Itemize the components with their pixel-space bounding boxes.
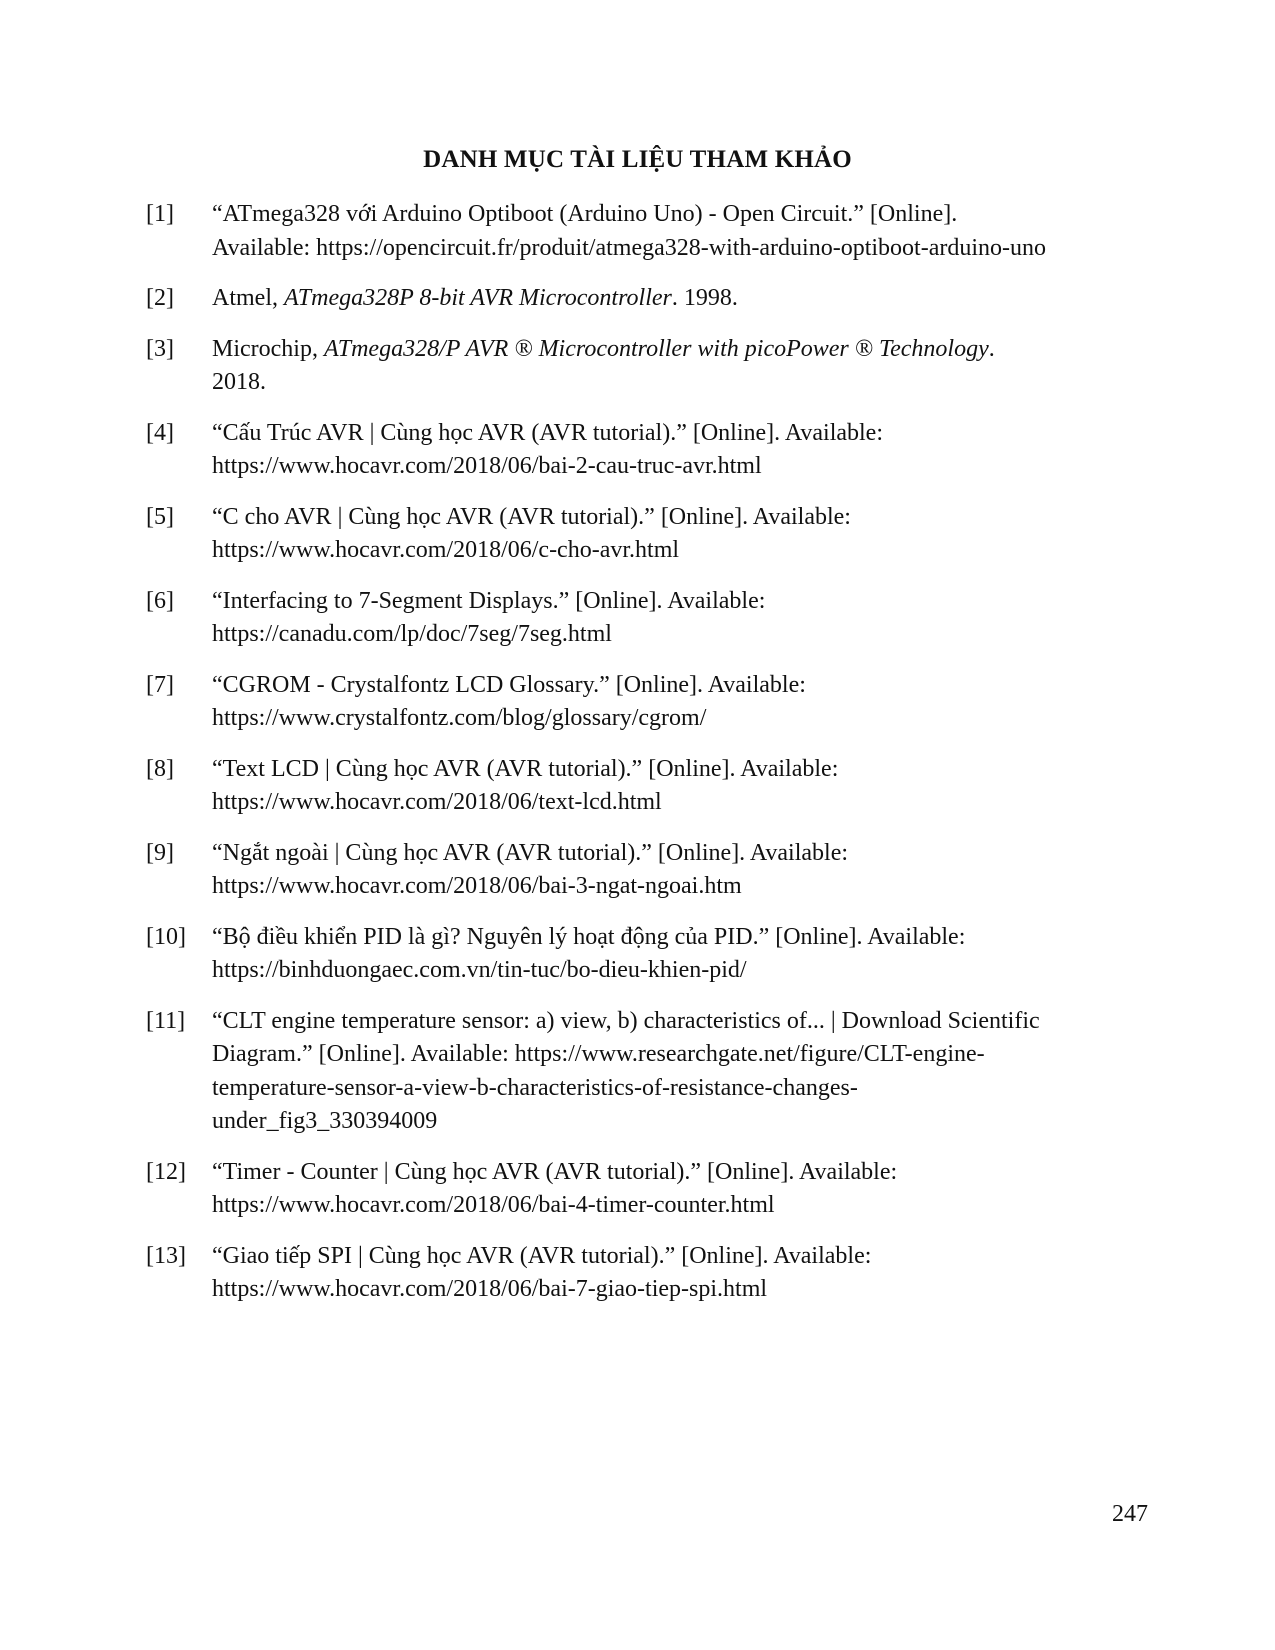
reference-item-2 — [146, 282, 1166, 316]
reference-number: [2] — [146, 285, 174, 311]
reference-link[interactable]: https://www.hocavr.com/2018/06/bai-7-giao-tiep-spi.html — [212, 1276, 768, 1302]
reference-link[interactable]: https://www.hocavr.com/2018/06/text-lcd.html — [212, 789, 662, 815]
reference-text — [212, 837, 1166, 904]
reference-text — [212, 1005, 1166, 1139]
page-number: 247 — [1112, 1501, 1148, 1527]
reference-item-6 — [146, 585, 1166, 652]
reference-item-8 — [146, 753, 1166, 820]
reference-link[interactable]: https://www.hocavr.com/2018/06/bai-4-timer-counter.html — [212, 1192, 775, 1218]
reference-number: [1] — [146, 201, 174, 227]
reference-line: “Interfacing to 7-Segment Displays.” [Online]. Available: — [212, 587, 766, 614]
reference-text — [212, 282, 1166, 316]
reference-link[interactable]: https://www.hocavr.com/2018/06/bai-3-ngat-ngoai.htm — [212, 873, 742, 899]
reference-year: 2018. — [212, 369, 266, 395]
reference-year: . 1998. — [671, 285, 738, 311]
reference-line: “Giao tiếp SPI | Cùng học AVR (AVR tutorial).” [Online]. Available: — [212, 1242, 872, 1269]
reference-text — [212, 198, 1166, 265]
reference-line: “Ngắt ngoài | Cùng học AVR (AVR tutorial).” [Online]. Available: — [212, 839, 849, 866]
reference-link[interactable]: temperature-sensor-a-view-b-characteristics-of-resistance-changes- — [212, 1074, 858, 1101]
reference-item-4 — [146, 417, 1166, 484]
reference-number: [6] — [146, 587, 174, 614]
reference-line: Diagram.” [Online]. Available: https://www.researchgate.net/figure/CLT-engine- — [212, 1041, 985, 1067]
reference-text — [212, 585, 1166, 652]
reference-line: “Text LCD | Cùng học AVR (AVR tutorial).” [Online]. Available: — [212, 755, 839, 782]
reference-text — [212, 669, 1166, 736]
reference-line — [212, 282, 1166, 316]
reference-line: “Bộ điều khiển PID là gì? Nguyên lý hoạt động của PID.” [Online]. Available: — [212, 923, 966, 950]
reference-list — [146, 198, 1166, 1324]
reference-number: [11] — [146, 1007, 186, 1034]
reference-text — [212, 753, 1166, 820]
reference-link[interactable]: https://canadu.com/lp/doc/7seg/7seg.html — [212, 621, 612, 647]
reference-link[interactable]: https://www.hocavr.com/2018/06/c-cho-avr.html — [212, 537, 680, 563]
reference-text — [212, 501, 1166, 568]
reference-number: [4] — [146, 419, 174, 446]
reference-line: “CGROM - Crystalfontz LCD Glossary.” [Online]. Available: — [212, 671, 806, 698]
page-title: DANH MỤC TÀI LIỆU THAM KHẢO — [423, 146, 852, 173]
reference-number: [13] — [146, 1242, 186, 1269]
reference-text — [212, 921, 1166, 988]
reference-text — [212, 1240, 1166, 1307]
reference-number: [8] — [146, 755, 174, 782]
reference-number: [12] — [146, 1158, 186, 1185]
reference-line: “CLT engine temperature sensor: a) view, b) characteristics of... | Download Scientific — [212, 1007, 1040, 1034]
reference-line: “Timer - Counter | Cùng học AVR (AVR tutorial).” [Online]. Available: — [212, 1158, 898, 1185]
reference-text — [212, 1156, 1166, 1223]
reference-link[interactable]: https://www.hocavr.com/2018/06/bai-2-cau-truc-avr.html — [212, 453, 762, 479]
reference-number: [3] — [146, 335, 174, 362]
reference-link[interactable]: https://binhduongaec.com.vn/tin-tuc/bo-dieu-khien-pid/ — [212, 957, 747, 983]
reference-author: Atmel, — [212, 285, 284, 311]
reference-link[interactable]: under_fig3_330394009 — [212, 1108, 438, 1134]
reference-number: [7] — [146, 671, 174, 698]
reference-author: Microchip, — [212, 335, 324, 362]
reference-number: [9] — [146, 839, 174, 866]
reference-number: [10] — [146, 923, 186, 950]
reference-link[interactable]: https://www.crystalfontz.com/blog/glossary/cgrom/ — [212, 705, 707, 731]
reference-title: ATmega328P 8-bit AVR Microcontroller — [284, 285, 672, 311]
reference-line: “ATmega328 với Arduino Optiboot (Arduino Uno) - Open Circuit.” [Online]. — [212, 201, 958, 227]
reference-item-7 — [146, 669, 1166, 736]
reference-item-12 — [146, 1156, 1166, 1223]
reference-link[interactable]: Available: https://opencircuit.fr/produit/atmega328-with-arduino-optiboot-arduino-uno — [212, 234, 1047, 261]
reference-line: “C cho AVR | Cùng học AVR (AVR tutorial).” [Online]. Available: — [212, 503, 851, 530]
reference-text — [212, 333, 1166, 400]
reference-text — [212, 417, 1166, 484]
reference-item-13 — [146, 1240, 1166, 1307]
reference-item-1 — [146, 198, 1166, 265]
reference-title: ATmega328/P AVR ® Microcontroller with picoPower ® Technology — [323, 335, 989, 362]
reference-item-11 — [146, 1005, 1166, 1139]
reference-number: [5] — [146, 503, 174, 530]
reference-item-9 — [146, 837, 1166, 904]
reference-item-10 — [146, 921, 1166, 988]
reference-line — [212, 333, 1166, 367]
reference-punct: . — [988, 335, 995, 362]
reference-item-3 — [146, 333, 1166, 400]
reference-item-5 — [146, 501, 1166, 568]
reference-line: “Cấu Trúc AVR | Cùng học AVR (AVR tutorial).” [Online]. Available: — [212, 419, 884, 446]
